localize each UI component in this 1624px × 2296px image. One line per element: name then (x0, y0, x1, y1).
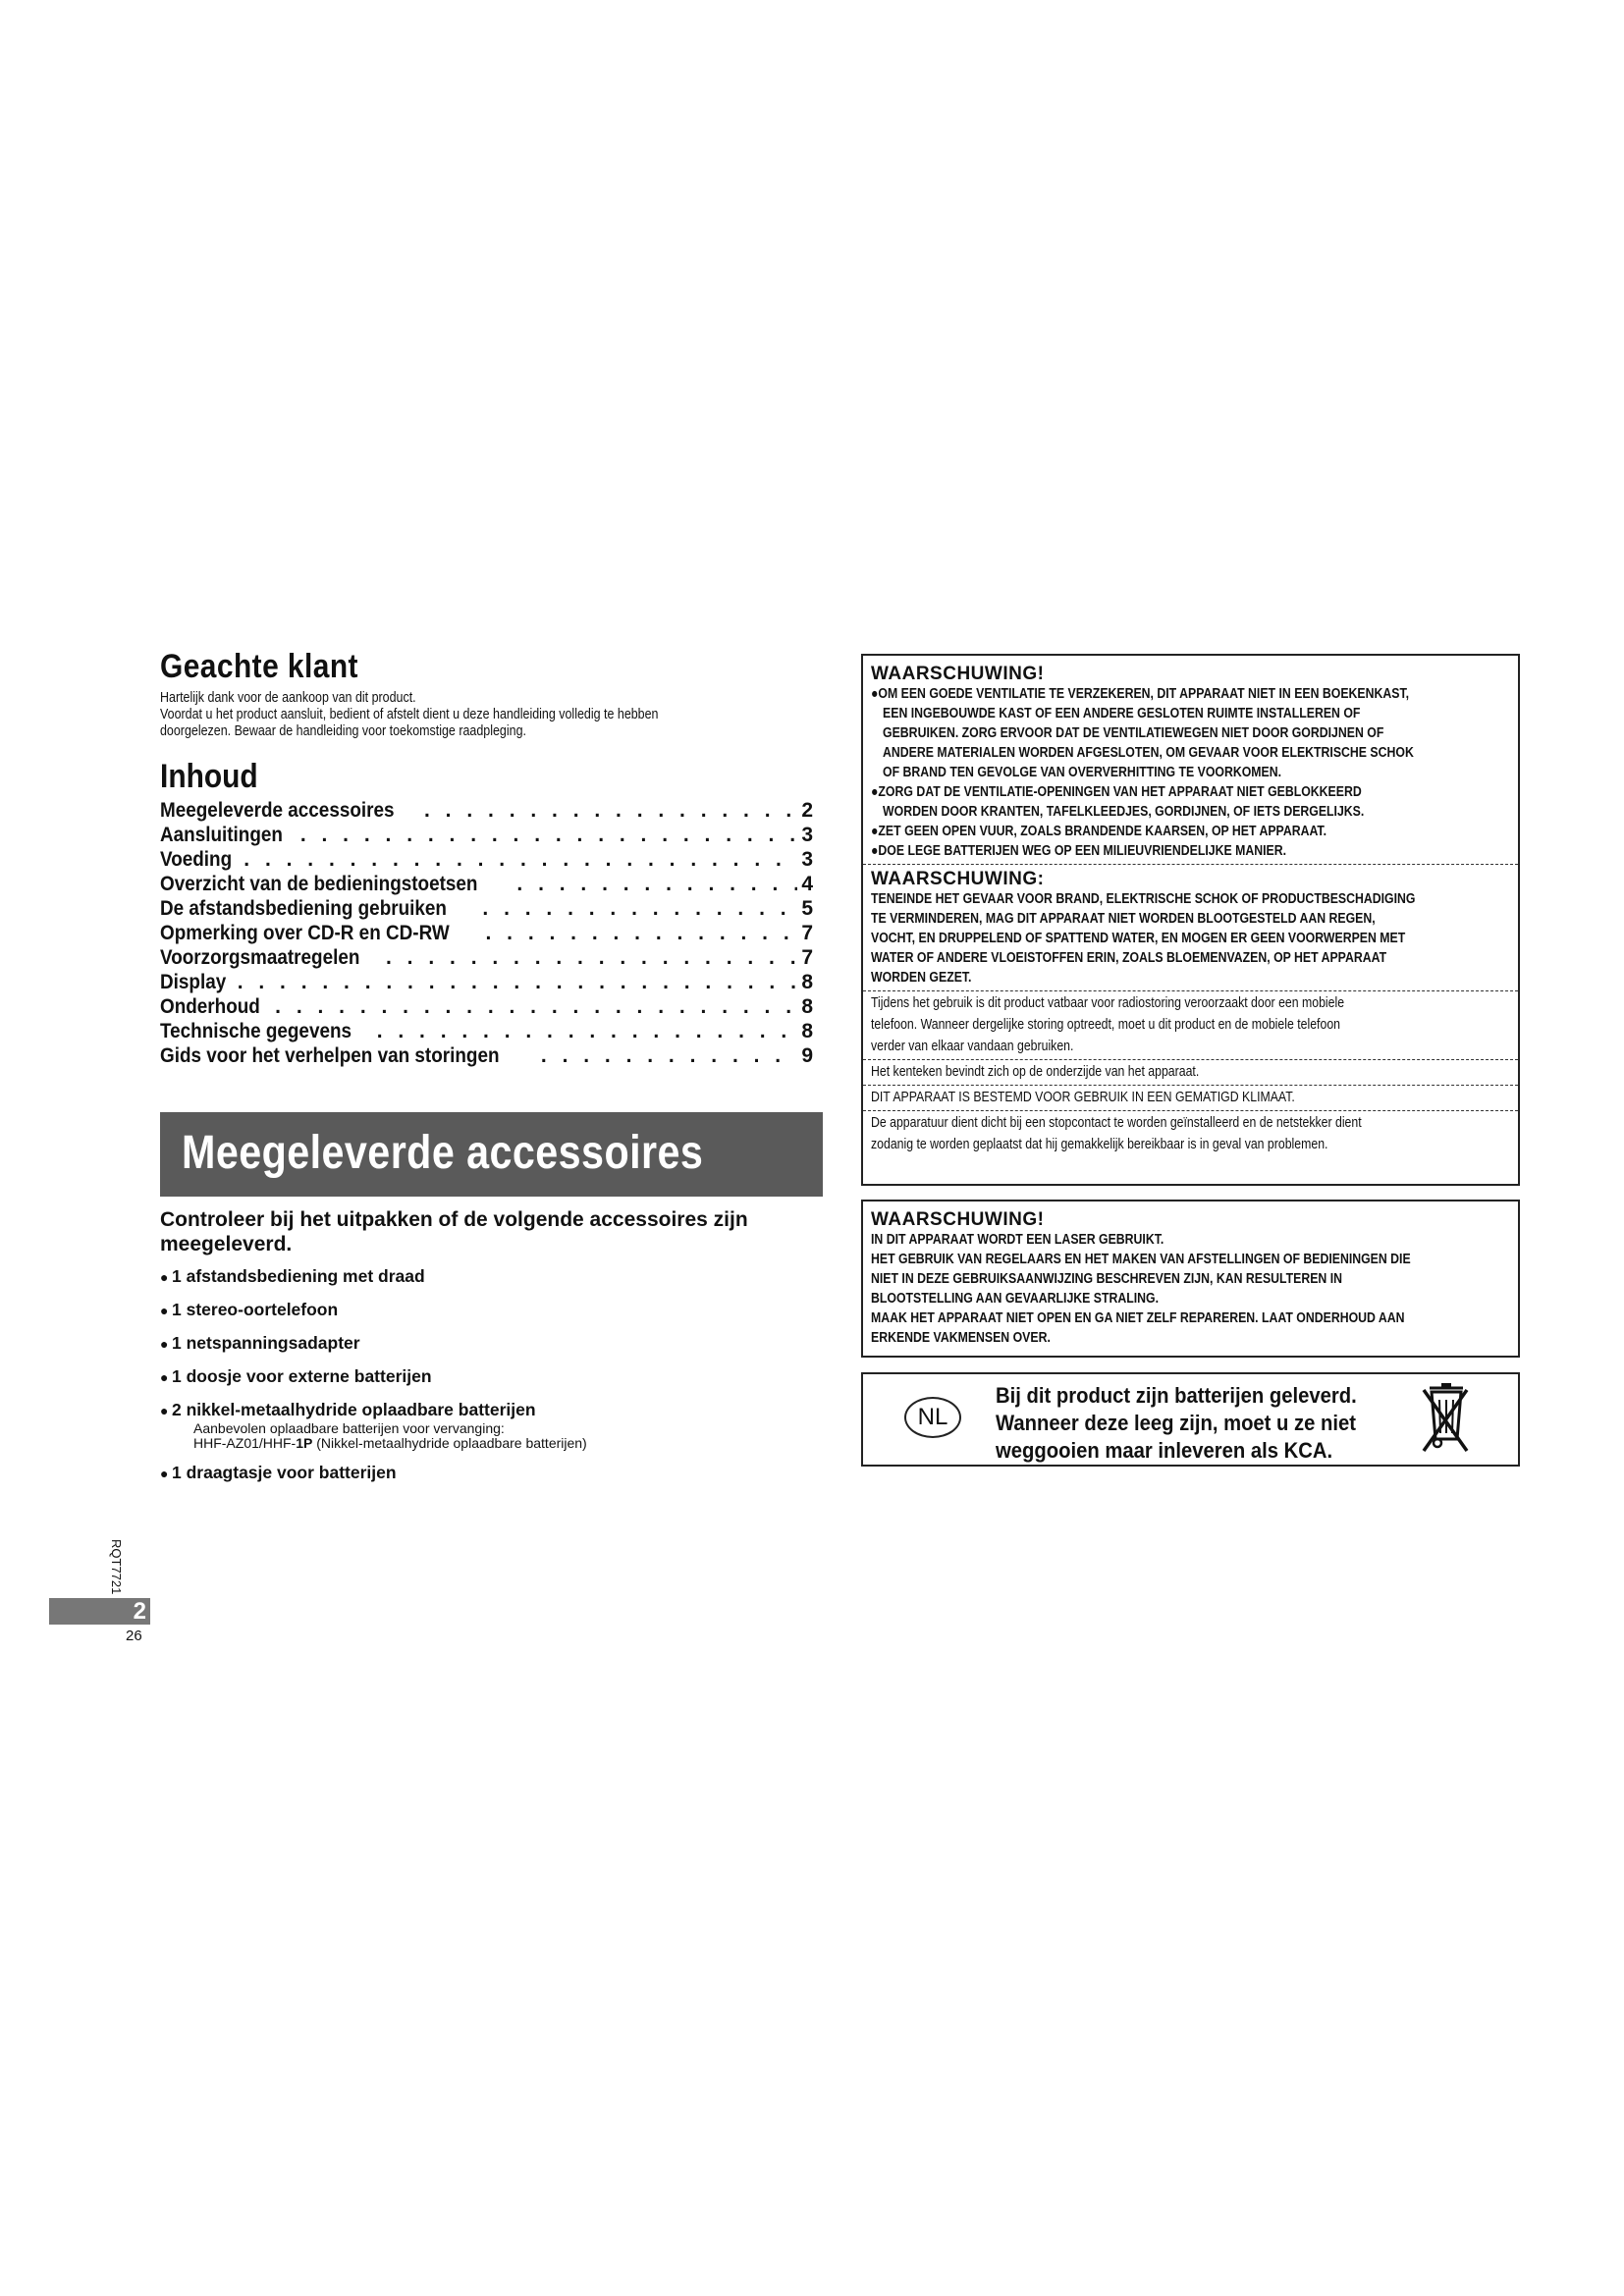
toc-item[interactable] (160, 823, 813, 847)
greeting-line: Voordat u het product aansluit, bedient of afstelt dient u deze handleiding volledig te hebben (160, 707, 659, 722)
toc-item-title: Meegeleverde accessoires (160, 799, 395, 822)
bullet-icon: ● (160, 1269, 169, 1285)
warning-line: EEN INGEBOUWDE KAST OF EEN ANDERE GESLOTEN RUIMTE INSTALLEREN OF (883, 706, 1361, 721)
warning-line: OF BRAND TEN GEVOLGE VAN OVERVERHITTING TE VOORKOMEN. (883, 765, 1282, 780)
toc-item[interactable] (160, 798, 813, 823)
label-location-note: Het kenteken bevindt zich op de onderzijde van het apparaat. (871, 1064, 1200, 1080)
page-number-tab (49, 1598, 150, 1625)
toc-item[interactable] (160, 970, 813, 994)
table-of-contents (160, 798, 813, 1068)
page-subnumber: 26 (126, 1628, 142, 1644)
toc-item-title: Technische gegevens (160, 1020, 352, 1042)
toc-item-page: 8 (801, 995, 813, 1018)
warning-line: WORDEN GEZET. (871, 970, 972, 986)
bullet-icon: ● (160, 1466, 169, 1481)
list-item: ● 2 nikkel-metaalhydride oplaadbare batterijen Aanbevolen oplaadbare batterijen voor vervanging: HHF-AZ01/HHF-1P (Nikkel-metaalhydride oplaadbare batterijen) (160, 1400, 808, 1451)
toc-item-page: 7 (801, 946, 813, 969)
battery-disposal-text: Bij dit product zijn batterijen geleverd. Wanneer deze leeg zijn, moet u ze niet weggooien maar inleveren als KCA. (996, 1383, 1357, 1463)
toc-item[interactable] (160, 1019, 813, 1043)
section-banner-title: Meegeleverde accessoires (182, 1127, 704, 1179)
divider (863, 1085, 1518, 1086)
list-item: ● 1 doosje voor externe batterijen (160, 1366, 432, 1386)
list-item: ● 1 afstandsbediening met draad (160, 1266, 425, 1286)
model-number: RQT7721 (109, 1539, 124, 1595)
socket-note: zodanig te worden geplaatst dat hij gemakkelijk bereikbaar is in geval van problemen. (871, 1137, 1328, 1152)
toc-item-title: Aansluitingen (160, 824, 283, 846)
toc-item-page: 8 (801, 971, 813, 993)
battery-replacement-note: Aanbevolen oplaadbare batterijen voor vervanging: HHF-AZ01/HHF-1P (Nikkel-metaalhydride oplaadbare batterijen) (193, 1420, 587, 1451)
divider (863, 1110, 1518, 1111)
toc-item-page: 9 (801, 1044, 813, 1067)
toc-item[interactable] (160, 896, 813, 921)
laser-warning-title: WAARSCHUWING! (871, 1209, 1045, 1230)
accessories-check-text: Controleer bij het uitpakken of de volgende accessoires zijn meegeleverd. (160, 1208, 748, 1255)
radio-interference-note: verder van elkaar vandaan gebruiken. (871, 1039, 1074, 1054)
warning-box (861, 654, 1520, 1186)
toc-item-title: Opmerking over CD-R en CD-RW (160, 922, 450, 944)
left-column (160, 648, 813, 1068)
toc-item-page: 3 (801, 824, 813, 846)
divider (863, 990, 1518, 991)
climate-note: DIT APPARAAT IS BESTEMD VOOR GEBRUIK IN EEN GEMATIGD KLIMAAT. (871, 1090, 1295, 1105)
warning-line: TENEINDE HET GEVAAR VOOR BRAND, ELEKTRISCHE SCHOK OF PRODUCTBESCHADIGING (871, 891, 1416, 907)
list-item: ● 1 stereo-oortelefoon (160, 1300, 339, 1319)
accessories-list (160, 1266, 808, 1496)
divider (863, 1059, 1518, 1060)
toc-item-title: De afstandsbediening gebruiken (160, 897, 447, 920)
socket-note: De apparatuur dient dicht bij een stopcontact te worden geïnstalleerd en de netstekker dient (871, 1115, 1362, 1131)
radio-interference-note: Tijdens het gebruik is dit product vatbaar voor radiostoring veroorzaakt door een mobiele (871, 995, 1345, 1011)
toc-item-title: Voeding (160, 848, 233, 871)
greeting-text (160, 690, 802, 740)
laser-warning-line: IN DIT APPARAAT WORDT EEN LASER GEBRUIKT. (871, 1232, 1164, 1248)
warning-line: GEBRUIKEN. ZORG ERVOOR DAT DE VENTILATIEWEGEN NIET DOOR GORDIJNEN OF (883, 725, 1384, 741)
warning-line: ANDERE MATERIALEN WORDEN AFGESLOTEN, OM GEVAAR VOOR ELEKTRISCHE SCHOK (883, 745, 1414, 761)
toc-item-title: Onderhoud (160, 995, 260, 1018)
crossed-out-wheelie-bin-icon (1420, 1380, 1471, 1459)
toc-item-page: 4 (801, 873, 813, 895)
warning-line: WORDEN DOOR KRANTEN, TAFELKLEEDJES, GORDIJNEN, OF IETS DERGELIJKS. (883, 804, 1365, 820)
toc-item[interactable] (160, 847, 813, 872)
bullet-icon: ● (160, 1369, 169, 1385)
toc-item-page: 8 (801, 1020, 813, 1042)
toc-item[interactable] (160, 872, 813, 896)
toc-item[interactable] (160, 1043, 813, 1068)
toc-item-page: 2 (801, 799, 813, 822)
laser-warning-line: ERKENDE VAKMENSEN OVER. (871, 1330, 1051, 1346)
greeting-line: doorgelezen. Bewaar de handleiding voor toekomstige raadpleging. (160, 723, 526, 739)
warning-title: WAARSCHUWING! (871, 664, 1045, 684)
divider (863, 864, 1518, 865)
toc-item[interactable] (160, 921, 813, 945)
page-number: 2 (133, 1598, 146, 1625)
laser-warning-line: NIET IN DEZE GEBRUIKSAANWIJZING BESCHREVEN ZIJN, KAN RESULTEREN IN (871, 1271, 1343, 1287)
toc-item-title: Overzicht van de bedieningstoetsen (160, 873, 478, 895)
section-banner (160, 1112, 823, 1197)
toc-item[interactable] (160, 994, 813, 1019)
warning-title: WAARSCHUWING: (871, 869, 1045, 889)
radio-interference-note: telefoon. Wanneer dergelijke storing optreedt, moet u dit product en de mobiele telefoon (871, 1017, 1340, 1033)
nl-badge: NL (904, 1397, 961, 1438)
bullet-icon: ● (160, 1303, 169, 1318)
warning-line: ●ZET GEEN OPEN VUUR, ZOALS BRANDENDE KAARSEN, OP HET APPARAAT. (871, 824, 1326, 839)
toc-item-title: Gids voor het verhelpen van storingen (160, 1044, 500, 1067)
laser-warning-box (861, 1200, 1520, 1358)
warning-line: VOCHT, EN DRUPPELEND OF SPATTEND WATER, EN MOGEN ER GEEN VOORWERPEN MET (871, 931, 1406, 946)
bullet-icon: ● (160, 1403, 169, 1418)
toc-item-page: 5 (801, 897, 813, 920)
warning-line: ●DOE LEGE BATTERIJEN WEG OP EEN MILIEUVRIENDELIJKE MANIER. (871, 843, 1287, 859)
battery-disposal-box (861, 1372, 1520, 1467)
toc-item-page: 7 (801, 922, 813, 944)
toc-item[interactable] (160, 945, 813, 970)
toc-item-title: Display (160, 971, 227, 993)
laser-warning-line: HET GEBRUIK VAN REGELAARS EN HET MAKEN VAN AFSTELLINGEN OF BEDIENINGEN DIE (871, 1252, 1411, 1267)
warning-line: ●ZORG DAT DE VENTILATIE-OPENINGEN VAN HET APPARAAT NIET GEBLOKKEERD (871, 784, 1362, 800)
toc-item-title: Voorzorgsmaatregelen (160, 946, 360, 969)
warning-line: WATER OF ANDERE VLOEISTOFFEN ERIN, ZOALS BLOEMENVAZEN, OP HET APPARAAT (871, 950, 1387, 966)
warning-line: TE VERMINDEREN, MAG DIT APPARAAT NIET WORDEN BLOOTGESTELD AAN REGEN, (871, 911, 1376, 927)
list-item: ● 1 netspanningsadapter (160, 1333, 360, 1353)
toc-heading: Inhoud (160, 758, 258, 795)
laser-warning-line: BLOOTSTELLING AAN GEVAARLIJKE STRALING. (871, 1291, 1160, 1307)
greeting-heading: Geachte klant (160, 648, 358, 685)
list-item: ● 1 draagtasje voor batterijen (160, 1463, 397, 1482)
greeting-line: Hartelijk dank voor de aankoop van dit product. (160, 690, 416, 706)
laser-warning-line: MAAK HET APPARAAT NIET OPEN EN GA NIET ZELF REPAREREN. LAAT ONDERHOUD AAN (871, 1310, 1405, 1326)
toc-item-page: 3 (801, 848, 813, 871)
bullet-icon: ● (160, 1336, 169, 1352)
warning-line: ●OM EEN GOEDE VENTILATIE TE VERZEKEREN, DIT APPARAAT NIET IN EEN BOEKENKAST, (871, 686, 1410, 702)
